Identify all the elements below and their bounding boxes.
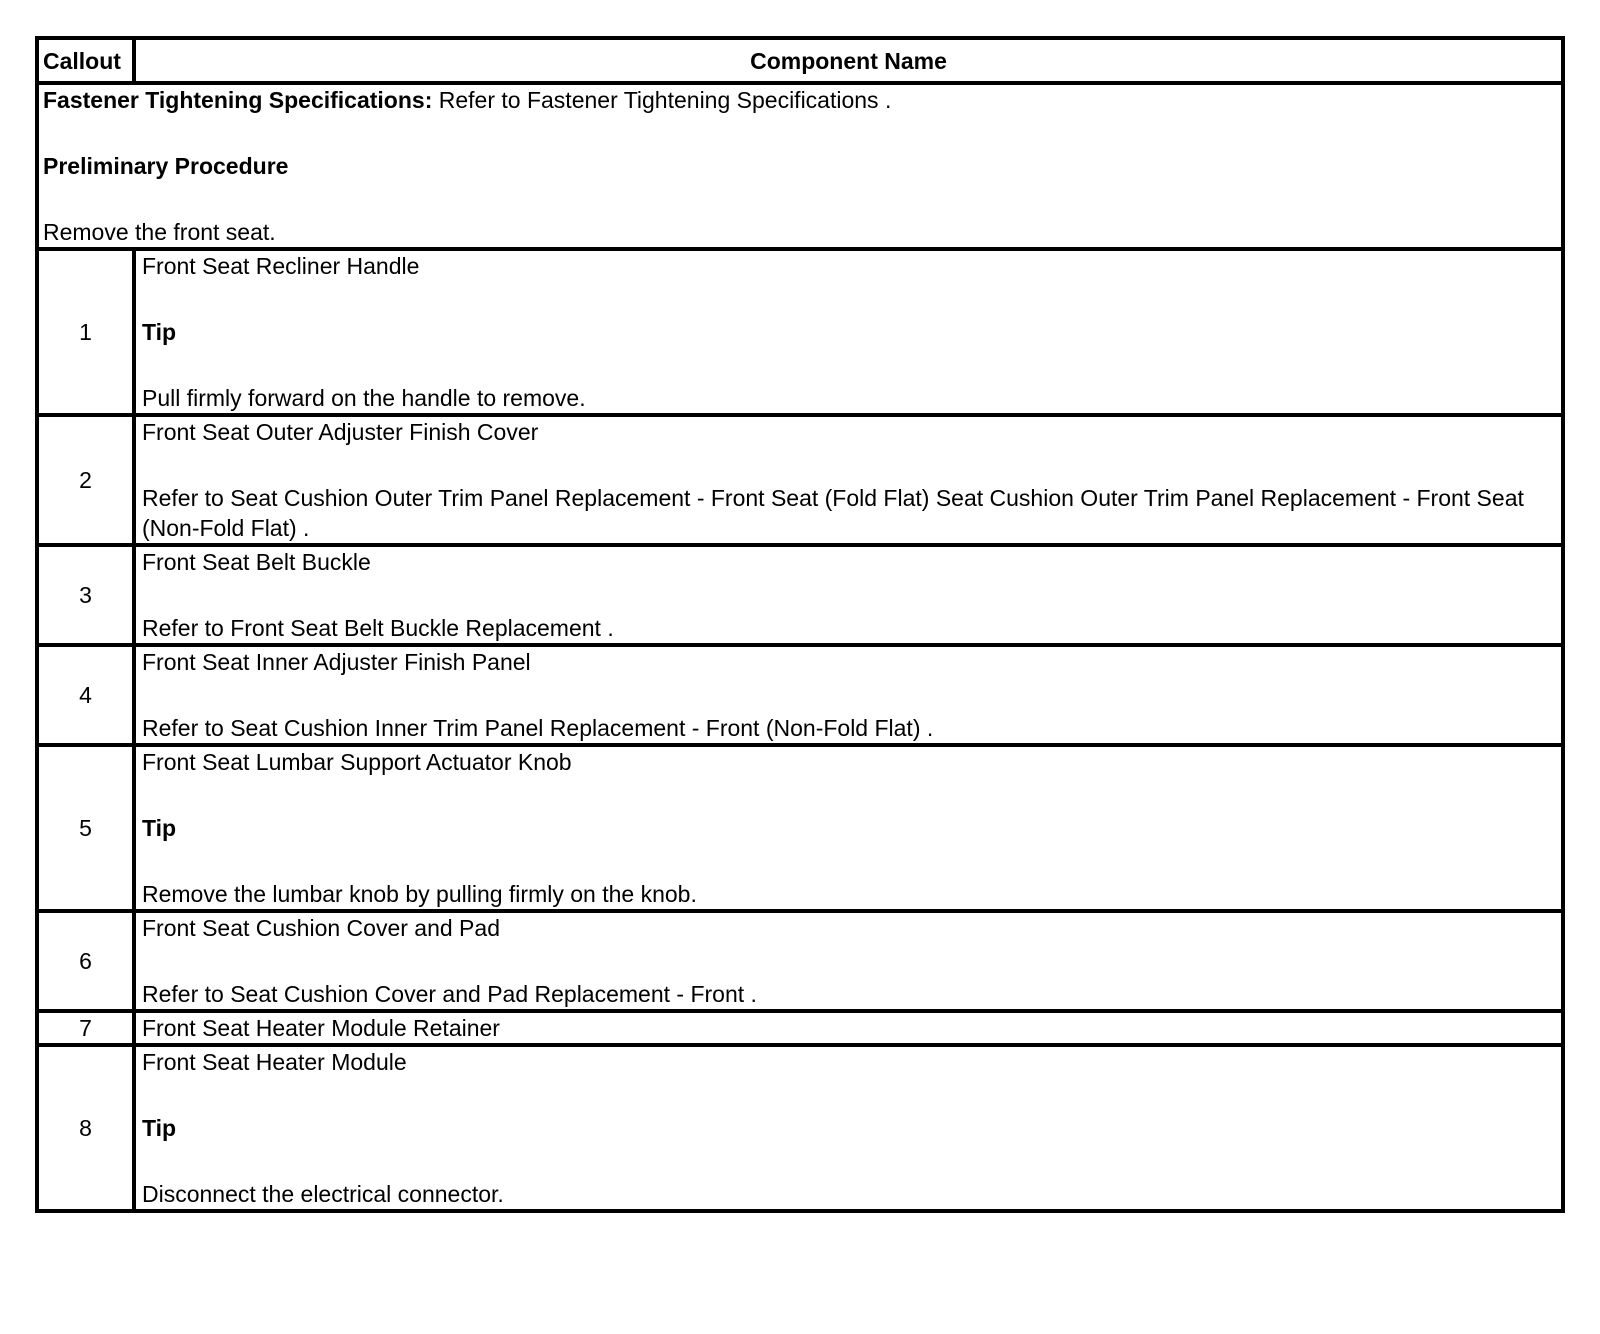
- fastener-spec-label: Fastener Tightening Specifications:: [43, 87, 433, 113]
- table-row: [37, 745, 1563, 911]
- table-row: [37, 545, 1563, 645]
- callout-number: 6: [37, 911, 134, 1011]
- column-header-callout: Callout: [37, 38, 134, 83]
- table-row: [37, 645, 1563, 745]
- callout-number: 1: [37, 249, 134, 415]
- component-name: Front Seat Heater Module Retainer: [142, 1015, 500, 1041]
- component-name: Front Seat Inner Adjuster Finish Panel: [142, 649, 531, 675]
- preliminary-step: Remove the front seat.: [43, 219, 276, 245]
- component-note: Refer to Seat Cushion Outer Trim Panel Replacement - Front Seat (Fold Flat) Seat Cushion Outer Trim Panel Replacement - Front Seat (Non-Fold Flat) .: [142, 485, 1524, 541]
- component-name: Front Seat Recliner Handle: [142, 253, 420, 279]
- callout-number: 3: [37, 545, 134, 645]
- component-note: Disconnect the electrical connector.: [142, 1181, 504, 1207]
- callout-number: 2: [37, 415, 134, 545]
- column-header-component-name: Component Name: [134, 38, 1563, 83]
- table-row: [37, 911, 1563, 1011]
- component-name: Front Seat Belt Buckle: [142, 549, 371, 575]
- tip-heading: Tip: [142, 1115, 177, 1141]
- component-cell: [134, 911, 1563, 1011]
- component-name: Front Seat Heater Module: [142, 1049, 407, 1075]
- component-name: Front Seat Cushion Cover and Pad: [142, 915, 500, 941]
- tip-heading: Tip: [142, 319, 177, 345]
- table-row: [37, 415, 1563, 545]
- component-cell: [134, 645, 1563, 745]
- component-name: Front Seat Outer Adjuster Finish Cover: [142, 419, 539, 445]
- callout-number: 4: [37, 645, 134, 745]
- callout-number: 7: [37, 1011, 134, 1045]
- intro-cell: [37, 83, 1563, 249]
- component-cell: [134, 1045, 1563, 1211]
- component-note: Refer to Seat Cushion Inner Trim Panel Replacement - Front (Non-Fold Flat) .: [142, 715, 934, 741]
- component-cell: [134, 249, 1563, 415]
- intro-row: [37, 83, 1563, 249]
- component-cell: [134, 1011, 1563, 1045]
- component-note: Refer to Seat Cushion Cover and Pad Replacement - Front .: [142, 981, 757, 1007]
- preliminary-procedure-heading: Preliminary Procedure: [43, 153, 289, 179]
- component-note: Pull firmly forward on the handle to remove.: [142, 385, 586, 411]
- component-name: Front Seat Lumbar Support Actuator Knob: [142, 749, 572, 775]
- callout-number: 5: [37, 745, 134, 911]
- table-row: [37, 249, 1563, 415]
- component-cell: [134, 545, 1563, 645]
- table-header-row: [37, 38, 1563, 83]
- callout-number: 8: [37, 1045, 134, 1211]
- component-cell: [134, 415, 1563, 545]
- component-note: Refer to Front Seat Belt Buckle Replacement .: [142, 615, 614, 641]
- table-row: [37, 1011, 1563, 1045]
- tip-heading: Tip: [142, 815, 177, 841]
- table-row: [37, 1045, 1563, 1211]
- fastener-spec-text: Refer to Fastener Tightening Specifications .: [432, 87, 892, 113]
- component-cell: [134, 745, 1563, 911]
- component-table: [35, 36, 1565, 1213]
- component-note: Remove the lumbar knob by pulling firmly on the knob.: [142, 881, 697, 907]
- fastener-spec-line: [43, 85, 1555, 115]
